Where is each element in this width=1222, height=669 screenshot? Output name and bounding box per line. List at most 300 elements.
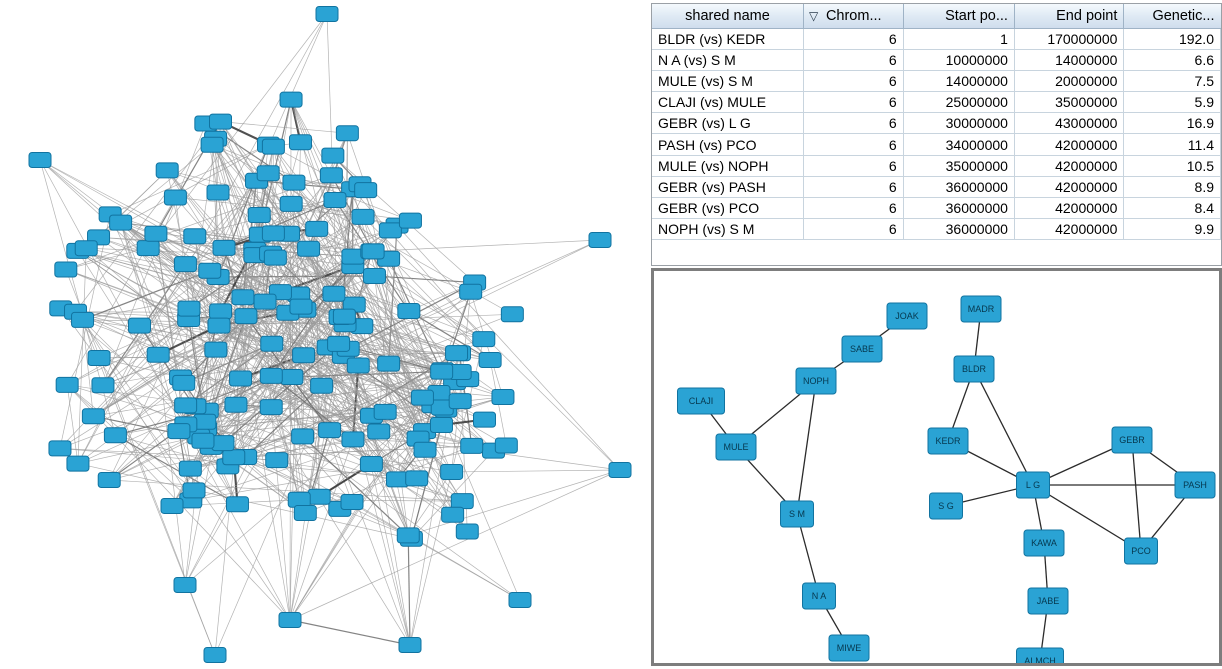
node-shape[interactable] xyxy=(449,394,471,409)
node-shape[interactable] xyxy=(378,356,400,371)
small-network-nodes[interactable] xyxy=(678,296,1216,663)
node-shape[interactable] xyxy=(456,524,478,539)
network-node[interactable] xyxy=(174,578,196,593)
node-shape[interactable] xyxy=(379,223,401,238)
node-shape[interactable] xyxy=(355,183,377,198)
node-shape[interactable] xyxy=(192,433,214,448)
node-shape[interactable] xyxy=(324,193,346,208)
node-shape[interactable] xyxy=(363,269,385,284)
node-shape[interactable] xyxy=(208,318,230,333)
network-edge xyxy=(408,535,410,645)
node-shape[interactable] xyxy=(178,301,200,316)
network-node[interactable] xyxy=(430,417,452,432)
node-shape[interactable] xyxy=(442,507,464,522)
network-node[interactable] xyxy=(342,432,364,447)
network-node[interactable] xyxy=(223,450,245,465)
node-shape[interactable] xyxy=(399,213,421,228)
edge-table-panel[interactable] xyxy=(651,3,1222,266)
network-node[interactable] xyxy=(449,394,471,409)
network-node[interactable] xyxy=(319,423,341,438)
node-shape[interactable] xyxy=(298,241,320,256)
node-shape[interactable] xyxy=(311,378,333,393)
column-header-chromosome[interactable] xyxy=(803,4,903,28)
network-node[interactable] xyxy=(72,312,94,327)
subnetwork-view[interactable] xyxy=(651,268,1222,666)
network-node[interactable] xyxy=(232,290,254,305)
node-shape[interactable] xyxy=(336,126,358,141)
network-node[interactable] xyxy=(887,303,927,329)
node-shape[interactable] xyxy=(223,450,245,465)
network-node[interactable] xyxy=(205,342,227,357)
table-cell-shared_name: MULE (vs) S M xyxy=(652,70,803,91)
network-node[interactable] xyxy=(320,168,342,183)
network-node[interactable] xyxy=(260,400,282,415)
network-node[interactable] xyxy=(479,353,501,368)
network-node[interactable] xyxy=(161,498,183,513)
filter-icon[interactable]: ▽ xyxy=(808,9,819,23)
network-node[interactable] xyxy=(842,336,882,362)
node-shape[interactable] xyxy=(362,244,384,259)
column-header-shared-name[interactable] xyxy=(652,4,803,28)
network-node[interactable] xyxy=(283,175,305,190)
node-shape[interactable] xyxy=(174,578,196,593)
network-node[interactable] xyxy=(98,472,120,487)
node-shape[interactable] xyxy=(319,423,341,438)
table-row[interactable] xyxy=(652,28,1221,49)
network-node[interactable] xyxy=(210,304,232,319)
node-shape[interactable] xyxy=(257,166,279,181)
node-shape[interactable] xyxy=(262,139,284,154)
node-shape[interactable] xyxy=(264,250,286,265)
network-node[interactable] xyxy=(829,635,869,661)
network-node[interactable] xyxy=(264,250,286,265)
network-node[interactable] xyxy=(49,441,71,456)
node-shape[interactable] xyxy=(293,348,315,363)
network-node[interactable] xyxy=(362,244,384,259)
network-node[interactable] xyxy=(257,166,279,181)
network-node[interactable] xyxy=(92,378,114,393)
network-node[interactable] xyxy=(460,284,482,299)
node-shape[interactable] xyxy=(226,497,248,512)
network-node[interactable] xyxy=(184,229,206,244)
table-cell-shared_name: GEBR (vs) PASH xyxy=(652,176,803,197)
node-shape[interactable] xyxy=(289,135,311,150)
node-shape[interactable] xyxy=(292,429,314,444)
node-shape[interactable] xyxy=(589,233,611,248)
node-shape[interactable] xyxy=(179,461,201,476)
network-node[interactable] xyxy=(1024,530,1064,556)
network-node[interactable] xyxy=(129,318,151,333)
node-shape[interactable] xyxy=(204,648,226,663)
node-shape[interactable] xyxy=(98,472,120,487)
node-shape[interactable] xyxy=(29,153,51,168)
node-shape[interactable] xyxy=(306,221,328,236)
network-node[interactable] xyxy=(178,301,200,316)
network-node[interactable] xyxy=(442,507,464,522)
table-cell-start_point: 36000000 xyxy=(903,219,1014,240)
node-shape[interactable] xyxy=(55,262,77,277)
network-node[interactable] xyxy=(399,638,421,653)
node-label: PASH xyxy=(1183,479,1207,490)
table-cell-end_point: 14000000 xyxy=(1014,49,1123,70)
network-node[interactable] xyxy=(183,483,205,498)
node-shape[interactable] xyxy=(495,438,517,453)
small-network-canvas[interactable] xyxy=(654,271,1219,663)
network-node[interactable] xyxy=(397,528,419,543)
network-node[interactable] xyxy=(110,215,132,230)
network-node[interactable] xyxy=(363,269,385,284)
network-node[interactable] xyxy=(796,368,836,394)
column-header-genetic-label: Genetic... xyxy=(1152,7,1215,24)
network-node[interactable] xyxy=(473,332,495,347)
node-shape[interactable] xyxy=(352,209,374,224)
node-shape[interactable] xyxy=(212,436,234,451)
node-shape[interactable] xyxy=(473,332,495,347)
network-node[interactable] xyxy=(104,428,126,443)
network-node[interactable] xyxy=(411,390,433,405)
table-cell-genetic: 6.6 xyxy=(1124,49,1221,70)
network-node[interactable] xyxy=(379,223,401,238)
network-node[interactable] xyxy=(147,347,169,362)
network-node[interactable] xyxy=(292,429,314,444)
table-row[interactable] xyxy=(652,134,1221,155)
node-label: CLAJI xyxy=(688,395,714,406)
node-label: BLDR xyxy=(961,363,987,374)
table-cell-start_point: 25000000 xyxy=(903,92,1014,113)
network-node[interactable] xyxy=(360,457,382,472)
node-shape[interactable] xyxy=(288,492,310,507)
network-node[interactable] xyxy=(928,428,968,454)
network-node[interactable] xyxy=(328,336,350,351)
network-node[interactable] xyxy=(88,350,110,365)
table-row[interactable] xyxy=(652,49,1221,70)
network-node[interactable] xyxy=(336,126,358,141)
node-shape[interactable] xyxy=(374,404,396,419)
node-shape[interactable] xyxy=(232,290,254,305)
network-node[interactable] xyxy=(399,213,421,228)
network-node[interactable] xyxy=(316,7,338,22)
network-node[interactable] xyxy=(55,262,77,277)
node-shape[interactable] xyxy=(509,593,531,608)
node-shape[interactable] xyxy=(104,428,126,443)
network-node[interactable] xyxy=(213,240,235,255)
network-node[interactable] xyxy=(156,163,178,178)
network-node[interactable] xyxy=(501,307,523,322)
node-shape[interactable] xyxy=(199,263,221,278)
node-shape[interactable] xyxy=(328,336,350,351)
network-node[interactable] xyxy=(311,378,333,393)
network-node[interactable] xyxy=(378,356,400,371)
network-node[interactable] xyxy=(168,424,190,439)
table-cell-end_point: 35000000 xyxy=(1014,92,1123,113)
node-shape[interactable] xyxy=(323,286,345,301)
network-node[interactable] xyxy=(781,501,814,527)
node-shape[interactable] xyxy=(430,417,452,432)
node-shape[interactable] xyxy=(201,137,223,152)
node-shape[interactable] xyxy=(342,432,364,447)
node-shape[interactable] xyxy=(213,240,235,255)
node-shape[interactable] xyxy=(411,390,433,405)
network-node[interactable] xyxy=(323,286,345,301)
node-shape[interactable] xyxy=(207,185,229,200)
column-header-end-point[interactable] xyxy=(1014,4,1123,28)
network-node[interactable] xyxy=(145,226,167,241)
node-shape[interactable] xyxy=(492,389,514,404)
network-node[interactable] xyxy=(1028,588,1068,614)
node-shape[interactable] xyxy=(67,456,89,471)
network-node[interactable] xyxy=(201,137,223,152)
network-node[interactable] xyxy=(495,438,517,453)
network-node[interactable] xyxy=(266,453,288,468)
table-cell-chromosome: 6 xyxy=(803,198,903,219)
node-shape[interactable] xyxy=(225,397,247,412)
network-node[interactable] xyxy=(1125,538,1158,564)
network-node[interactable] xyxy=(1175,472,1215,498)
network-node[interactable] xyxy=(308,489,330,504)
network-node[interactable] xyxy=(29,153,51,168)
node-shape[interactable] xyxy=(254,294,276,309)
table-row[interactable] xyxy=(652,92,1221,113)
node-shape[interactable] xyxy=(461,438,483,453)
node-shape[interactable] xyxy=(399,638,421,653)
node-shape[interactable] xyxy=(460,284,482,299)
table-header xyxy=(652,4,1221,28)
network-node[interactable] xyxy=(174,257,196,272)
node-shape[interactable] xyxy=(82,409,104,424)
node-shape[interactable] xyxy=(279,613,301,628)
table-row[interactable] xyxy=(652,155,1221,176)
network-node[interactable] xyxy=(280,92,302,107)
node-shape[interactable] xyxy=(261,336,283,351)
network-node[interactable] xyxy=(173,375,195,390)
network-node[interactable] xyxy=(279,613,301,628)
node-shape[interactable] xyxy=(283,175,305,190)
node-shape[interactable] xyxy=(72,312,94,327)
network-node[interactable] xyxy=(289,135,311,150)
node-shape[interactable] xyxy=(280,196,302,211)
network-node[interactable] xyxy=(589,233,611,248)
node-shape[interactable] xyxy=(183,483,205,498)
node-shape[interactable] xyxy=(161,498,183,513)
network-edge xyxy=(408,470,620,535)
network-node[interactable] xyxy=(333,309,355,324)
node-label: L G xyxy=(1025,479,1041,490)
node-shape[interactable] xyxy=(260,368,282,383)
network-node[interactable] xyxy=(235,309,257,324)
node-shape[interactable] xyxy=(294,506,316,521)
node-shape[interactable] xyxy=(210,114,232,129)
network-node[interactable] xyxy=(1017,472,1050,498)
node-shape[interactable] xyxy=(341,494,363,509)
network-node[interactable] xyxy=(260,368,282,383)
node-shape[interactable] xyxy=(88,350,110,365)
node-shape[interactable] xyxy=(168,424,190,439)
node-shape[interactable] xyxy=(184,229,206,244)
network-node[interactable] xyxy=(261,336,283,351)
node-shape[interactable] xyxy=(205,342,227,357)
network-node[interactable] xyxy=(204,648,226,663)
node-shape[interactable] xyxy=(441,464,463,479)
network-node[interactable] xyxy=(441,464,463,479)
network-node[interactable] xyxy=(386,472,408,487)
network-node[interactable] xyxy=(954,356,994,382)
network-node[interactable] xyxy=(210,114,232,129)
table-cell-shared_name: N A (vs) S M xyxy=(652,49,803,70)
node-shape[interactable] xyxy=(290,299,312,314)
table-cell-genetic: 8.9 xyxy=(1124,176,1221,197)
table-cell-end_point: 42000000 xyxy=(1014,134,1123,155)
network-node[interactable] xyxy=(398,304,420,319)
node-shape[interactable] xyxy=(333,309,355,324)
node-shape[interactable] xyxy=(320,168,342,183)
table-row[interactable] xyxy=(652,176,1221,197)
node-shape[interactable] xyxy=(609,463,631,478)
node-shape[interactable] xyxy=(56,377,78,392)
column-header-start-point[interactable] xyxy=(903,4,1014,28)
network-node[interactable] xyxy=(1017,648,1064,663)
network-node[interactable] xyxy=(75,241,97,256)
network-node[interactable] xyxy=(280,196,302,211)
network-node[interactable] xyxy=(492,389,514,404)
network-node[interactable] xyxy=(262,226,284,241)
node-shape[interactable] xyxy=(49,441,71,456)
node-shape[interactable] xyxy=(414,442,436,457)
network-node[interactable] xyxy=(461,438,483,453)
network-node[interactable] xyxy=(230,371,252,386)
network-node[interactable] xyxy=(352,209,374,224)
network-node[interactable] xyxy=(175,398,197,413)
network-node[interactable] xyxy=(930,493,963,519)
network-node[interactable] xyxy=(207,185,229,200)
node-shape[interactable] xyxy=(501,307,523,322)
node-shape[interactable] xyxy=(281,370,303,385)
network-node[interactable] xyxy=(1112,427,1152,453)
node-shape[interactable] xyxy=(451,494,473,509)
network-node[interactable] xyxy=(368,424,390,439)
node-shape[interactable] xyxy=(479,353,501,368)
network-node[interactable] xyxy=(281,370,303,385)
node-shape[interactable] xyxy=(92,378,114,393)
network-node[interactable] xyxy=(609,463,631,478)
node-shape[interactable] xyxy=(368,424,390,439)
node-shape[interactable] xyxy=(248,207,270,222)
table-body[interactable] xyxy=(652,28,1221,240)
table-row[interactable] xyxy=(652,113,1221,134)
network-node[interactable] xyxy=(347,358,369,373)
network-node[interactable] xyxy=(341,494,363,509)
column-header-genetic[interactable] xyxy=(1124,4,1221,28)
network-node[interactable] xyxy=(374,404,396,419)
network-node[interactable] xyxy=(322,148,344,163)
network-node[interactable] xyxy=(262,139,284,154)
network-node[interactable] xyxy=(67,456,89,471)
network-node[interactable] xyxy=(290,299,312,314)
network-node[interactable] xyxy=(226,497,248,512)
node-shape[interactable] xyxy=(210,304,232,319)
network-node[interactable] xyxy=(473,412,495,427)
node-shape[interactable] xyxy=(398,304,420,319)
network-node[interactable] xyxy=(293,348,315,363)
network-node[interactable] xyxy=(56,377,78,392)
node-shape[interactable] xyxy=(174,257,196,272)
network-node[interactable] xyxy=(716,434,756,460)
node-shape[interactable] xyxy=(446,346,468,361)
network-node[interactable] xyxy=(164,190,186,205)
node-shape[interactable] xyxy=(431,364,453,379)
network-node[interactable] xyxy=(431,364,453,379)
network-node[interactable] xyxy=(306,221,328,236)
node-shape[interactable] xyxy=(360,457,382,472)
node-shape[interactable] xyxy=(347,358,369,373)
network-node[interactable] xyxy=(82,409,104,424)
network-node[interactable] xyxy=(254,294,276,309)
node-shape[interactable] xyxy=(397,528,419,543)
network-node[interactable] xyxy=(199,263,221,278)
network-node[interactable] xyxy=(406,471,428,486)
node-shape[interactable] xyxy=(280,92,302,107)
table-cell-start_point: 36000000 xyxy=(903,198,1014,219)
node-shape[interactable] xyxy=(164,190,186,205)
node-shape[interactable] xyxy=(235,309,257,324)
node-shape[interactable] xyxy=(260,400,282,415)
node-shape[interactable] xyxy=(137,241,159,256)
network-node[interactable] xyxy=(294,506,316,521)
network-node[interactable] xyxy=(446,346,468,361)
network-node[interactable] xyxy=(298,241,320,256)
network-node[interactable] xyxy=(678,388,725,414)
network-node[interactable] xyxy=(803,583,836,609)
node-shape[interactable] xyxy=(173,375,195,390)
network-node[interactable] xyxy=(451,494,473,509)
network-node[interactable] xyxy=(248,207,270,222)
edge-table[interactable] xyxy=(652,4,1221,240)
table-row[interactable] xyxy=(652,70,1221,91)
node-shape[interactable] xyxy=(145,226,167,241)
network-node[interactable] xyxy=(324,193,346,208)
node-shape[interactable] xyxy=(147,347,169,362)
network-edge xyxy=(290,620,410,645)
node-shape[interactable] xyxy=(322,148,344,163)
node-shape[interactable] xyxy=(406,471,428,486)
node-shape[interactable] xyxy=(266,453,288,468)
network-node[interactable] xyxy=(192,433,214,448)
node-shape[interactable] xyxy=(129,318,151,333)
node-shape[interactable] xyxy=(473,412,495,427)
node-shape[interactable] xyxy=(386,472,408,487)
network-node[interactable] xyxy=(509,593,531,608)
network-node[interactable] xyxy=(212,436,234,451)
node-shape[interactable] xyxy=(262,226,284,241)
node-shape[interactable] xyxy=(316,7,338,22)
network-node[interactable] xyxy=(456,524,478,539)
node-shape[interactable] xyxy=(175,398,197,413)
node-shape[interactable] xyxy=(230,371,252,386)
network-node[interactable] xyxy=(208,318,230,333)
network-node[interactable] xyxy=(355,183,377,198)
table-row[interactable] xyxy=(652,198,1221,219)
network-node[interactable] xyxy=(137,241,159,256)
network-node[interactable] xyxy=(179,461,201,476)
node-shape[interactable] xyxy=(156,163,178,178)
network-node[interactable] xyxy=(961,296,1001,322)
node-shape[interactable] xyxy=(110,215,132,230)
table-row[interactable] xyxy=(652,219,1221,240)
network-node[interactable] xyxy=(414,442,436,457)
node-shape[interactable] xyxy=(308,489,330,504)
node-shape[interactable] xyxy=(75,241,97,256)
network-node[interactable] xyxy=(225,397,247,412)
network-node[interactable] xyxy=(288,492,310,507)
